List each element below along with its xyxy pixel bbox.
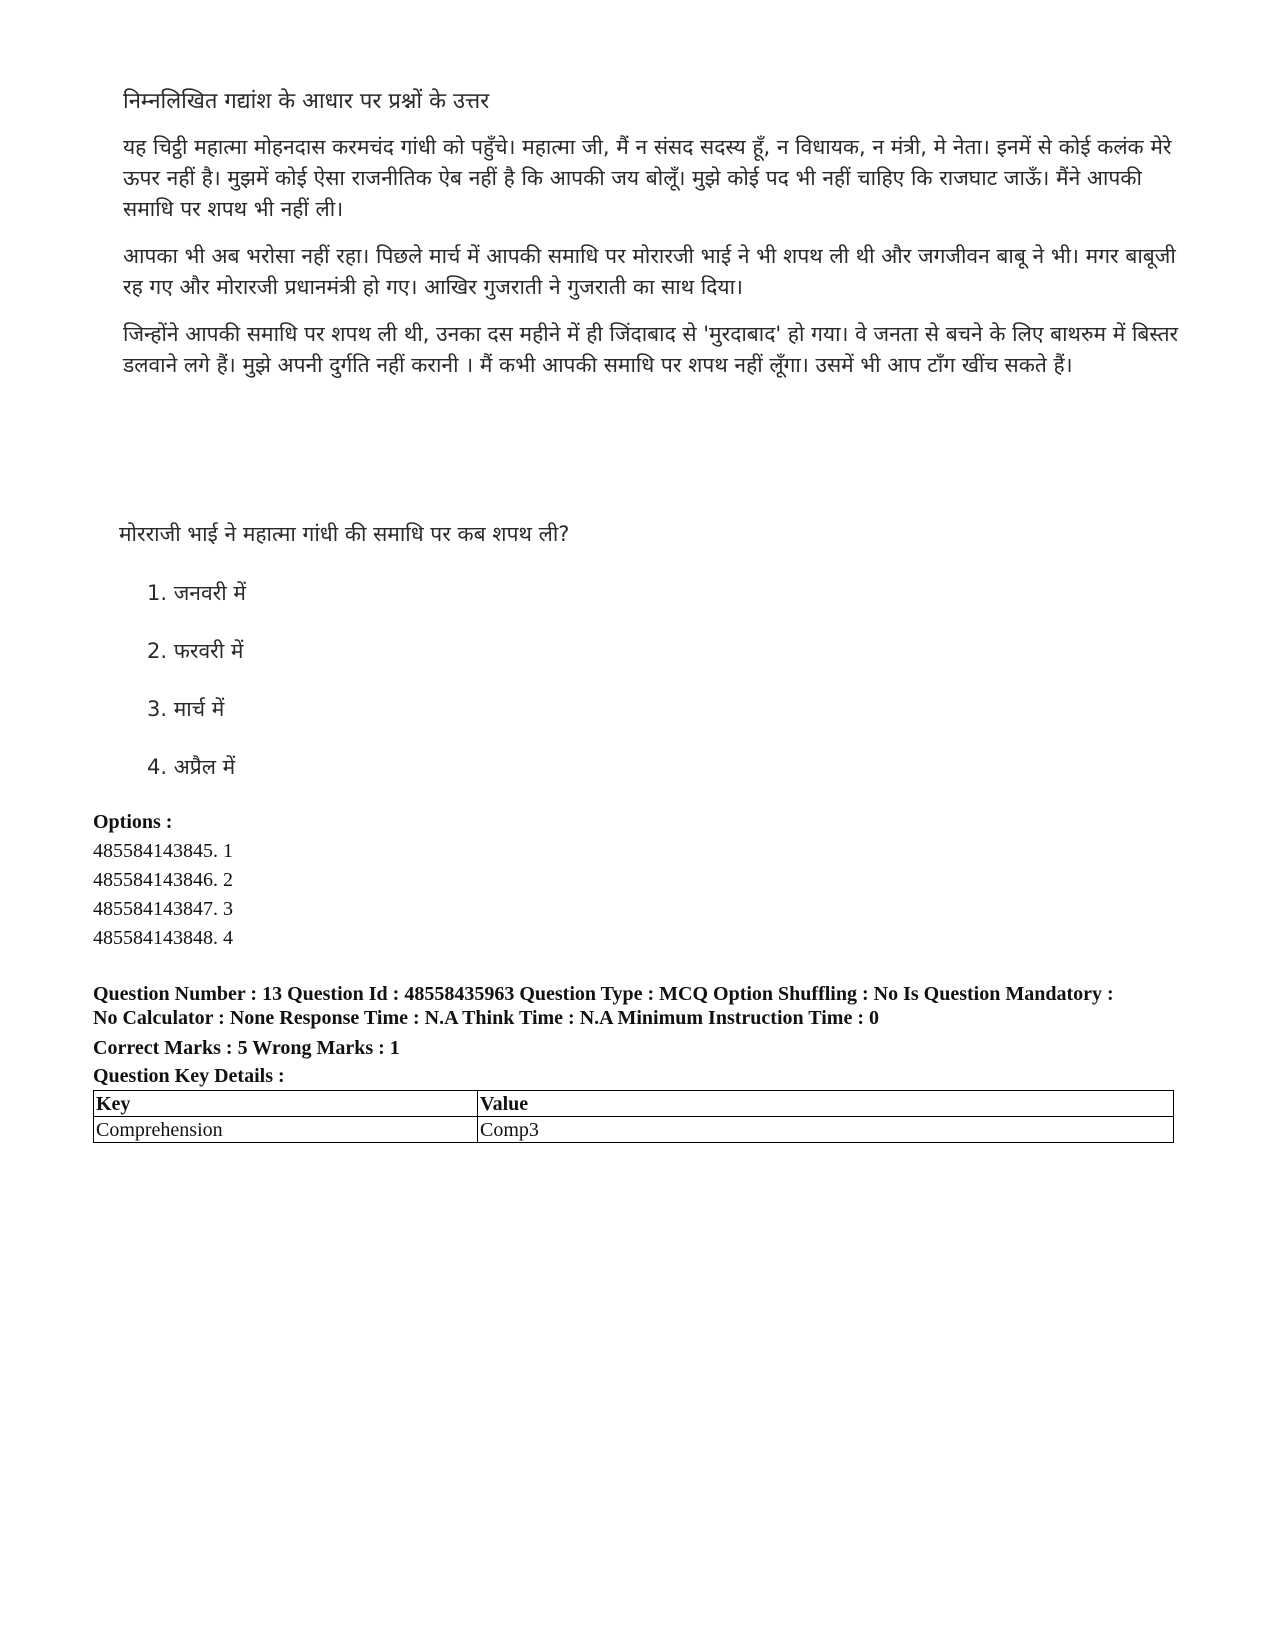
- marks-line: Correct Marks : 5 Wrong Marks : 1: [93, 1037, 400, 1059]
- option-item: 485584143845. 1: [93, 840, 233, 862]
- options-label: Options :: [93, 811, 173, 833]
- question-metadata: [93, 982, 1183, 1088]
- passage-paragraph: जिन्होंने आपकी समाधि पर शपथ ली थी, उनका दस महीने में ही जिंदाबाद से 'मुरदाबाद' हो गया। वे जनता से बचने के लिए बाथरुम में बिस्तर डलवाने लगे हैं। मुझे अपनी दुर्गति नहीं करानी । मैं कभी आपकी समाधि पर शपथ नहीं लूँगा। उसमें भी आप टाँग खींच सकते हैं।: [123, 322, 1179, 377]
- answer-choice: 4. अप्रैल में: [147, 755, 236, 779]
- answer-choice: 1. जनवरी में: [147, 581, 246, 605]
- passage-heading: निम्नलिखित गद्यांश के आधार पर प्रश्नों के उत्तर: [123, 89, 490, 114]
- table-cell-key: Comprehension: [94, 1117, 478, 1143]
- question-key-table: [93, 1090, 1174, 1143]
- answer-choice: 3. मार्च में: [147, 697, 225, 721]
- table-header-key: Key: [94, 1091, 478, 1117]
- question-text: मोरराजी भाई ने महात्मा गांधी की समाधि पर कब शपथ ली?: [119, 522, 570, 546]
- table-cell-value: Comp3: [478, 1117, 1174, 1143]
- passage-paragraph: आपका भी अब भरोसा नहीं रहा। पिछले मार्च में आपकी समाधि पर मोरारजी भाई ने भी शपथ ली थी और जगजीवन बाबू ने भी। मगर बाबूजी रह गए और मोरारजी प्रधानमंत्री हो गए। आखिर गुजराती ने गुजराती का साथ दिया।: [123, 244, 1176, 299]
- passage-paragraph: यह चिट्ठी महात्मा मोहनदास करमचंद गांधी को पहुँचे। महात्मा जी, मैं न संसद सदस्य हूँ, न विधायक, न मंत्री, मे नेता। इनमें से कोई कलंक मेरे ऊपर नहीं है। मुझमें कोई ऐसा राजनीतिक ऐब नहीं है कि आपकी जय बोलूँ। मुझे कोई पद भी नहीं चाहिए कि राजघाट जाऊँ। मैंने आपकी समाधि पर शपथ भी नहीं ली।: [123, 135, 1172, 221]
- option-item: 485584143846. 2: [93, 869, 233, 891]
- question-meta-line: Question Number : 13 Question Id : 48558435963 Question Type : MCQ Option Shuffling : No Is Question Mandatory :: [93, 983, 1114, 1005]
- option-item: 485584143847. 3: [93, 898, 233, 920]
- table-header-value: Value: [478, 1091, 1174, 1117]
- table-row: [94, 1117, 1174, 1143]
- options-section: [93, 808, 233, 953]
- table-header-row: [94, 1091, 1174, 1117]
- comprehension-passage: [123, 86, 1193, 397]
- question-meta-line: No Calculator : None Response Time : N.A Think Time : N.A Minimum Instruction Time : 0: [93, 1007, 879, 1029]
- key-details-label: Question Key Details :: [93, 1065, 285, 1087]
- answer-choices: [147, 578, 246, 810]
- answer-choice: 2. फरवरी में: [147, 639, 244, 663]
- option-item: 485584143848. 4: [93, 927, 233, 949]
